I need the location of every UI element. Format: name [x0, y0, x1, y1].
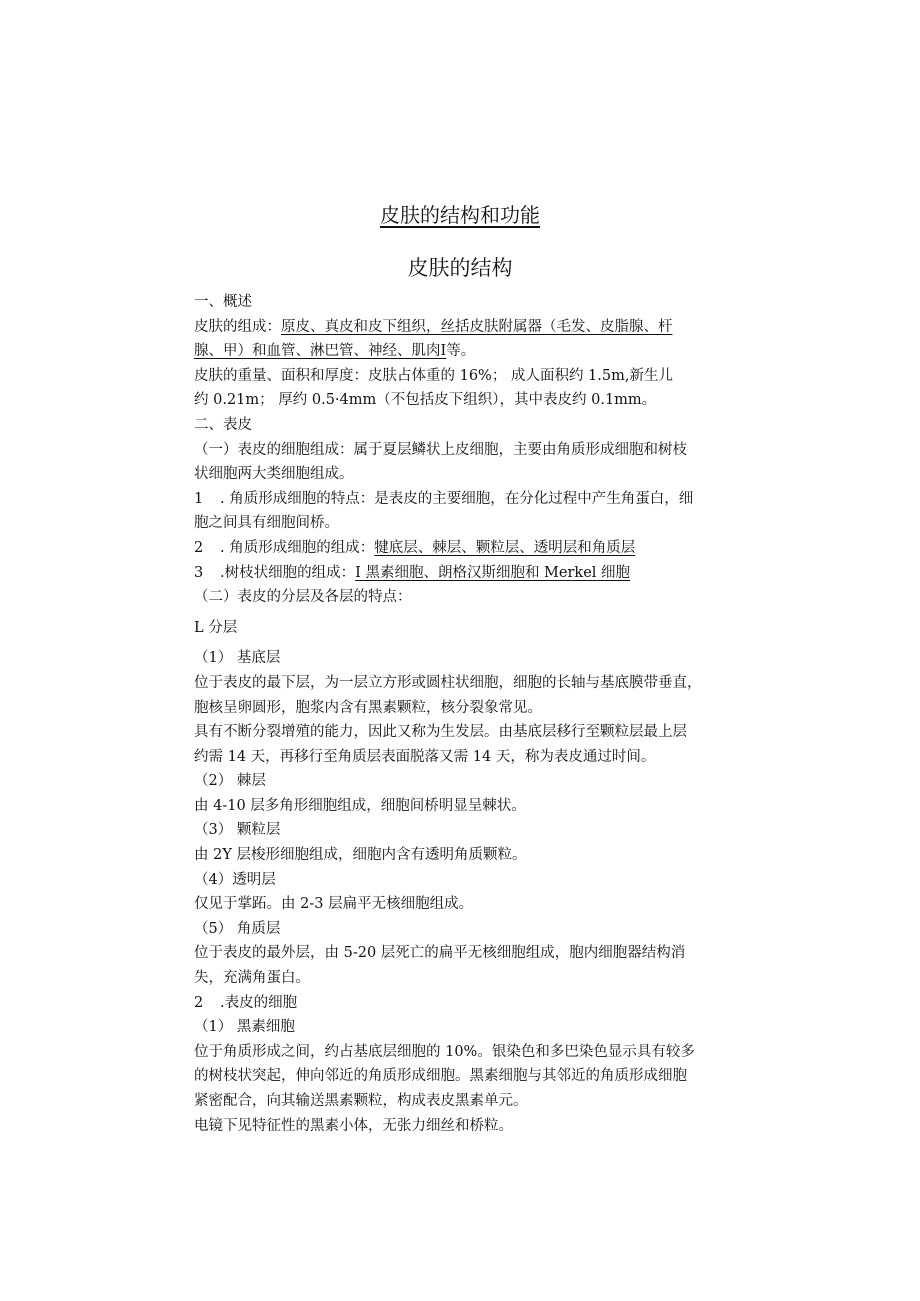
- numbered-item: [194, 991, 754, 1016]
- paragraph-line: 皮肤的重量、面积和厚度：皮肤占体重的 16%； 成人面积约 1.5m,新生儿: [194, 367, 673, 384]
- subheading: （3） 颗粒层: [194, 822, 281, 839]
- item-number: 2: [194, 994, 204, 1011]
- paragraph-line: 位于表皮的最下层，为一层立方形或圆柱状细胞，细胞的长轴与基底膜带垂直，: [194, 674, 702, 691]
- item-text: . 角质形成细胞的组成：: [220, 539, 375, 556]
- heading-overview: 一、概述: [194, 294, 252, 310]
- paragraph-line: 状细胞两大类细胞组成。: [194, 466, 354, 483]
- paragraph-line: 位于角质形成之间，约占基底层细胞的 10%。银染色和多巴染色显示具有较多: [194, 1043, 695, 1060]
- item-number: 1: [194, 490, 204, 507]
- subheading: （4）透明层: [194, 871, 276, 888]
- item-number: 3: [194, 564, 204, 581]
- paragraph-line: 由 2Y 层梭形细胞组成，细胞内含有透明角质颗粒。: [194, 847, 527, 864]
- underlined-text: 腺、甲）和血管、淋巴管、神经、肌肉I: [194, 343, 447, 360]
- label-text: 皮肤的组成：: [194, 318, 281, 335]
- subheading: （2） 棘层: [194, 773, 266, 790]
- numbered-item: [194, 561, 754, 586]
- subheading: （1） 基底层: [194, 650, 281, 667]
- underlined-text: 原皮、真皮和皮下组织，丝括皮肤附属器（毛发、皮脂腺、杆: [281, 318, 673, 335]
- section-title: 皮肤的结构: [407, 256, 513, 280]
- underlined-text: I 黑素细胞、朗格汉斯细胞和 Merkel 细胞: [355, 564, 631, 581]
- paragraph-line: 电镜下见特征性的黑素小体，无张力细丝和桥粒。: [194, 1117, 513, 1134]
- paragraph-line: （二）表皮的分层及各层的特点：: [194, 589, 412, 606]
- numbered-item: [194, 536, 754, 561]
- document-body: [194, 290, 754, 1138]
- item-text: .树枝状细胞的组成：: [220, 564, 356, 581]
- underlined-text: 犍底层、棘层、颗粒层、透明层和角质层: [374, 539, 636, 556]
- item-text: .表皮的细胞: [220, 994, 298, 1011]
- document-title: [0, 200, 920, 230]
- subheading: （5） 角质层: [194, 920, 281, 937]
- heading-epidermis: 二、表皮: [194, 416, 252, 433]
- subheading: （1） 黑素细胞: [194, 1019, 295, 1036]
- paragraph-line: 仅见于掌跖。由 2-3 层扁平无核细胞组成。: [194, 896, 474, 913]
- heading-layers: L 分层: [194, 619, 238, 636]
- paragraph-line: 胞核呈卵圆形，胞浆内含有黑素颗粒，核分裂象常见。: [194, 699, 542, 716]
- paragraph-line: 具有不断分裂增殖的能力，因此又称为生发层。由基底层移行至颗粒层最上层: [194, 724, 687, 741]
- paragraph-line: 失，充满角蛋白。: [194, 970, 310, 987]
- paragraph-line: 约需 14 天，再移行至角质层表面脱落又需 14 天，称为表皮通过时间。: [194, 748, 656, 765]
- paragraph-line: 约 0.21m； 厚约 0.5·4mm（不包括皮下组织），其中表皮约 0.1mm。: [194, 392, 657, 409]
- item-text: . 角质形成细胞的特点：是表皮的主要细胞，在分化过程中产生角蛋白，细: [220, 490, 694, 507]
- paragraph-line: [194, 315, 754, 340]
- paragraph-line: [194, 339, 754, 364]
- paragraph-line: 的树枝状突起，伸向邻近的角质形成细胞。黑素细胞与其邻近的角质形成细胞: [194, 1068, 687, 1085]
- paragraph-line: 由 4-10 层多角形细胞组成，细胞间桥明显呈棘状。: [194, 797, 526, 814]
- paragraph-line: 位于表皮的最外层，由 5-20 层死亡的扁平无核细胞组成，胞内细胞器结构消: [194, 945, 686, 962]
- paragraph-line: 紧密配合，向其输送黑素颗粒，构成表皮黑素单元。: [194, 1093, 528, 1109]
- paragraph-line: （一）表皮的细胞组成：属于夏层鳞状上皮细胞，主要由角质形成细胞和树枝: [194, 441, 687, 458]
- document-title-text: 皮肤的结构和功能: [380, 203, 540, 227]
- plain-text: 等。: [446, 343, 476, 360]
- item-number: 2: [194, 539, 204, 556]
- numbered-item: [194, 487, 754, 512]
- paragraph-line: 胞之间具有细胞间桥。: [194, 515, 339, 532]
